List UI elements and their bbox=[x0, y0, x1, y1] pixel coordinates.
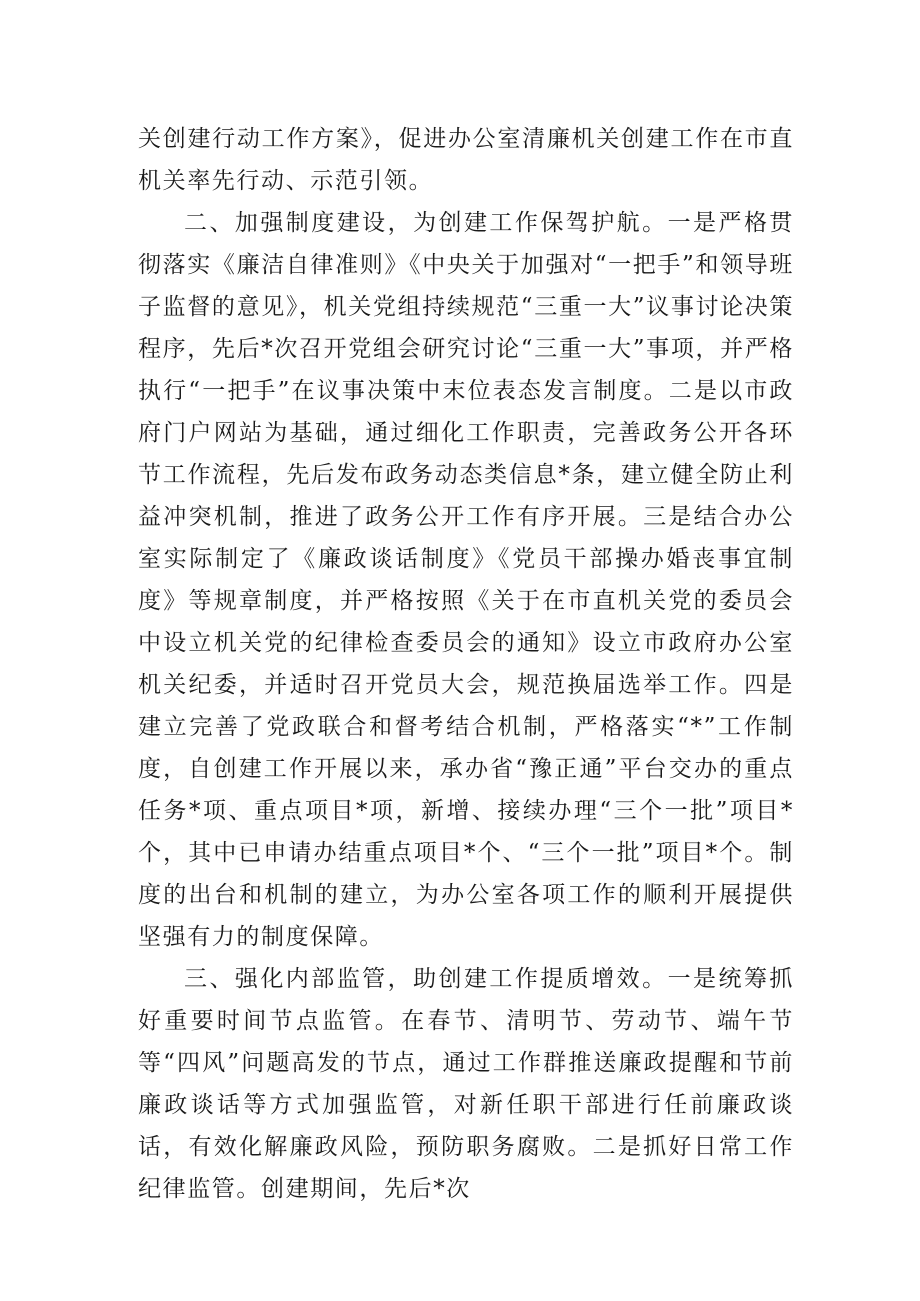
paragraph-continuation: 关创建行动工作方案》，促进办公室清廉机关创建工作在市直机关率先行动、示范引领。 bbox=[138, 126, 794, 194]
paragraph-section-two: 二、加强制度建设，为创建工作保驾护航。一是严格贯彻落实《廉洁自律准则》《中央关于加强对“一把手”和领导班子监督的意见》，机关党组持续规范“三重一大”议事讨论决策程序，先后*次召开党组会研究讨论“三重一大”事项，并严格执行“一把手”在议事决策中末位表态发言制度。二是以市政府门户网站为基础，通过细化工作职责，完善政务公开各环节工作流程，先后发布政务动态类信息*条，建立健全防止利益冲突机制，推进了政务公开工作有序开展。三是结合办公室实际制定了《廉政谈话制度》《党员干部操办婚丧事宜制度》等规章制度，并严格按照《关于在市直机关党的委员会中设立机关党的纪律检查委员会的通知》设立市政府办公室机关纪委，并适时召开党员大会，规范换届选举工作。四是建立完善了党政联合和督考结合机制，严格落实“*”工作制度，自创建工作开展以来，承办省“豫正通”平台交办的重点任务*项、重点项目*项，新增、接续办理“三个一批”项目*个，其中已申请办结重点项目*个、“三个一批”项目*个。制度的出台和机制的建立，为办公室各项工作的顺利开展提供坚强有力的制度保障。 bbox=[138, 210, 794, 950]
paragraph-section-three: 三、强化内部监管，助创建工作提质增效。一是统筹抓好重要时间节点监管。在春节、清明节、劳动节、端午节等“四风”问题高发的节点，通过工作群推送廉政提醒和节前廉政谈话等方式加强监管，对新任职干部进行任前廉政谈话，有效化解廉政风险，预防职务腐败。二是抓好日常工作纪律监管。创建期间，先后*次 bbox=[138, 966, 794, 1202]
document-body bbox=[138, 118, 794, 1210]
